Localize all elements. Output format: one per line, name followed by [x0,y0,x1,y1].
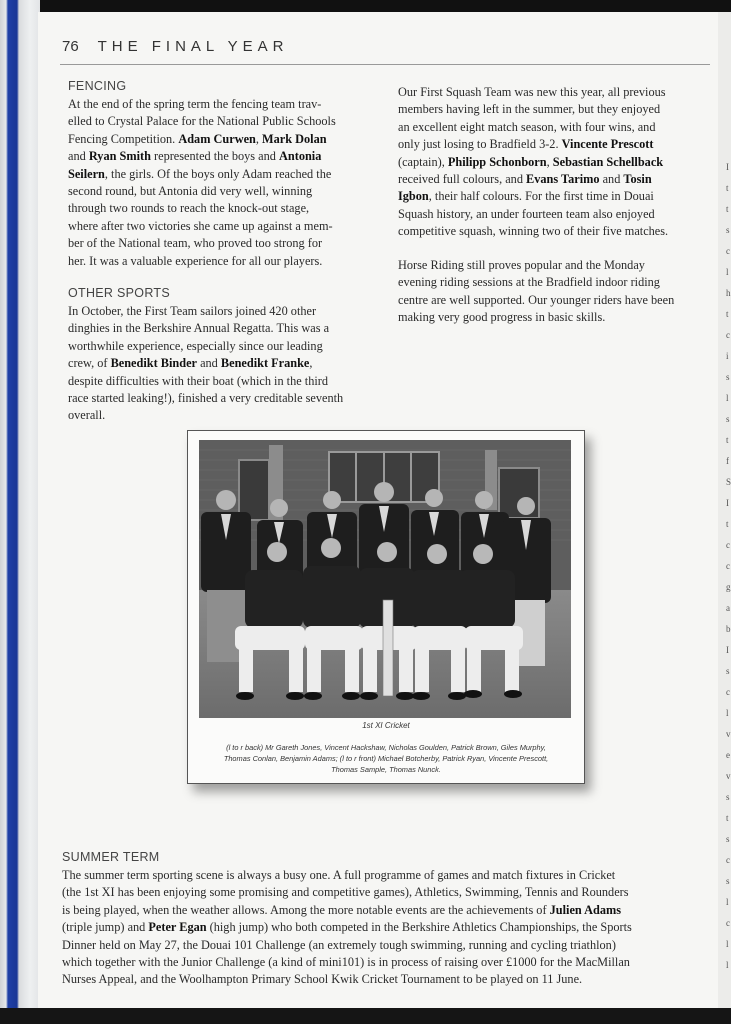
facing-page-letter: l [726,393,729,403]
facing-page-letter: t [726,813,729,823]
page-number: 76 [62,38,79,55]
text-line: despite difficulties with their boat (which in the third [68,373,328,388]
bottom-shadow [0,1008,731,1024]
facing-page-edge [718,12,731,1012]
text-line: crew, of Benedikt Binder and Benedikt Franke, [68,356,313,371]
text-line: members having left in the summer, but they enjoyed [398,102,661,117]
text-line: competitive squash, winning two of their five matches. [398,224,669,239]
text-line: (triple jump) and Peter Egan (high jump) who both competed in the Berkshire Athletics Championships, the Sports [62,920,632,935]
facing-page-letter: t [726,519,729,529]
facing-page-letter: s [726,666,730,676]
facing-page-letter: s [726,876,730,886]
text-line: dinghies in the Berkshire Annual Regatta. This was a [68,321,330,336]
facing-page-letter: s [726,792,730,802]
facing-page-letter: l [726,267,729,277]
text-line: received full colours, and Evans Tarimo and Tosin [398,172,652,187]
facing-page-letter: t [726,435,729,445]
text-line: At the end of the spring term the fencing team trav- [68,97,322,111]
facing-page-letter: c [726,687,730,697]
text-line: Fencing Competition. Adam Curwen, Mark Dolan [68,131,327,146]
text-line: (captain), Philipp Schonborn, Sebastian Schellback [398,154,664,169]
facing-page-letter: h [726,288,731,298]
summer-term-paragraph [62,867,712,989]
text-line: (the 1st XI has been enjoying some promising and competitive games), Athletics, Swimming, Tennis and Rounders [62,885,629,900]
fencing-heading: FENCING [68,79,127,93]
facing-page-letter: c [726,540,730,550]
text-line: Dinner held on May 27, the Douai 101 Challenge (an extremely tough swimming, running and cycling triathlon) [62,937,616,952]
text-line: through two rounds to reach the knock-out stage, [68,201,310,216]
text-line: overall. [68,408,106,423]
facing-page-letter: I [726,498,729,508]
facing-page-letter: S [726,477,731,487]
text-line: Squash history, an under fourteen team also enjoyed [398,206,655,221]
text-line: making very good progress in basic skills. [398,310,606,325]
text-line: Seilern, the girls. Of the boys only Adam reached the [68,166,332,181]
facing-page-letter: f [726,456,729,466]
facing-page-letter: v [726,729,731,739]
text-line: which together with the Junior Challenge (a kind of mini101) is in process of raising over £1000 for the MacMillan [62,955,630,970]
facing-page-letter: s [726,225,730,235]
facing-page-letter: s [726,834,730,844]
facing-page-letter: l [726,708,729,718]
summer-term-heading: SUMMER TERM [62,850,160,864]
text-line: where after two victories she came up against a mem- [68,218,333,233]
facing-page-letter: v [726,771,731,781]
text-line: Our First Squash Team was new this year, all previous [398,85,666,99]
caption-line: (l to r back) Mr Gareth Jones, Vincent Hackshaw, Nicholas Goulden, Patrick Brown, Giles Murphy, [226,743,546,752]
text-line: In October, the First Team sailors joined 420 other [68,304,317,318]
facing-page-letter: t [726,309,729,319]
text-line: Nurses Appeal, and the Woolhampton Primary School Kwik Cricket Tournament to be played on 11 June. [62,972,583,987]
facing-page-letter: c [726,561,730,571]
facing-page-letter: e [726,750,730,760]
text-line: an excellent eight match season, with four wins, and [398,119,656,134]
facing-page-letter: t [726,204,729,214]
facing-page-letter: c [726,855,730,865]
running-header [62,38,288,55]
facing-page-letter: i [726,351,729,361]
facing-page-letter: l [726,960,729,970]
other-sports-paragraph [68,303,378,425]
text-line: Igbon, their half colours. For the first time in Douai [398,189,654,204]
facing-page-letter: g [726,582,731,592]
book-spine [0,0,40,1024]
squash-paragraph [398,84,710,241]
caption-line: Thomas Conlan, Benjamin Adams; (l to r front) Michael Botcherby, Patrick Ryan, Vincente Prescott, [223,754,549,763]
team-photo [199,440,571,718]
text-line: ber of the National team, who proved too strong for [68,236,323,251]
facing-page-letter: c [726,330,730,340]
text-line: worthwhile experience, especially since our leading [68,338,323,353]
text-line: The summer term sporting scene is always a busy one. A full programme of games and match fixtures in Cricket [62,868,616,882]
header-rule [60,64,710,65]
facing-page-letter: s [726,414,730,424]
caption-line: Thomas Sample, Thomas Nunck. [331,765,441,774]
facing-page-letter: b [726,624,731,634]
text-line: evening riding sessions at the Bradfield indoor riding [398,275,660,290]
facing-page-letter: s [726,372,730,382]
facing-page-letter: c [726,918,730,928]
horse-riding-paragraph [398,257,710,327]
photo-frame [187,430,585,784]
text-line: second round, but Antonia did very well, winning [68,184,313,199]
facing-page-letter: I [726,162,729,172]
other-sports-heading: OTHER SPORTS [68,286,170,300]
facing-page-letter: c [726,246,730,256]
facing-page-letter: l [726,939,729,949]
running-title: THE FINAL YEAR [97,38,289,55]
text-line: is being played, when the weather allows. Among the more notable events are the achievements of Julien Adams [62,902,622,917]
text-line: centre are well supported. Our younger riders have been [398,292,675,307]
text-line: elled to Crystal Palace for the National Public Schools [68,114,336,129]
text-line: only just losing to Bradfield 3-2. Vincente Prescott [398,137,654,152]
photo-title: 1st XI Cricket [362,721,410,730]
text-line: Horse Riding still proves popular and the Monday [398,258,645,272]
facing-page-letter: I [726,645,729,655]
text-line: and Ryan Smith represented the boys and Antonia [68,149,322,164]
photo-caption [202,742,570,775]
text-line: her. It was a valuable experience for all our players. [68,253,323,268]
text-line: race started leaking!), finished a very creditable seventh [68,391,344,406]
facing-page-letter: a [726,603,730,613]
facing-page-letter: l [726,897,729,907]
fencing-paragraph [68,96,378,270]
facing-page-letter: t [726,183,729,193]
